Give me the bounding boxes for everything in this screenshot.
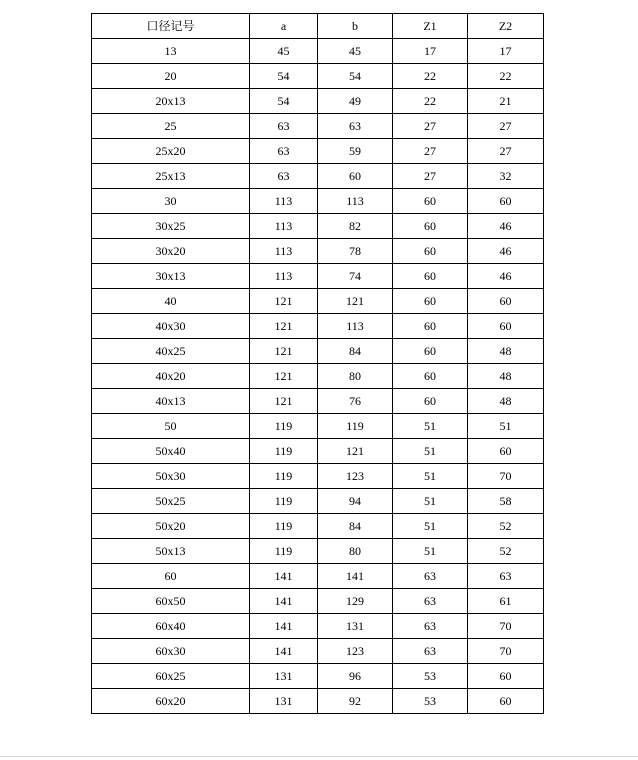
cell-z2: 46 — [468, 239, 544, 264]
cell-caliber-code: 50 — [92, 414, 250, 439]
cell-b: 131 — [318, 614, 393, 639]
cell-a: 121 — [250, 364, 318, 389]
cell-caliber-code: 40x25 — [92, 339, 250, 364]
cell-a: 141 — [250, 564, 318, 589]
cell-z1: 60 — [393, 364, 468, 389]
table-row — [92, 464, 544, 489]
cell-b: 84 — [318, 514, 393, 539]
cell-caliber-code: 60x25 — [92, 664, 250, 689]
cell-b: 94 — [318, 489, 393, 514]
cell-z1: 51 — [393, 539, 468, 564]
table-row — [92, 639, 544, 664]
cell-caliber-code: 60 — [92, 564, 250, 589]
cell-a: 113 — [250, 214, 318, 239]
table-row — [92, 489, 544, 514]
cell-z1: 51 — [393, 514, 468, 539]
cell-z2: 46 — [468, 264, 544, 289]
table-row — [92, 189, 544, 214]
cell-a: 119 — [250, 464, 318, 489]
cell-z2: 17 — [468, 39, 544, 64]
cell-a: 113 — [250, 264, 318, 289]
table-row — [92, 564, 544, 589]
table-row — [92, 339, 544, 364]
table-row — [92, 439, 544, 464]
cell-a: 63 — [250, 114, 318, 139]
cell-z2: 46 — [468, 214, 544, 239]
bottom-divider — [0, 756, 638, 757]
cell-z2: 32 — [468, 164, 544, 189]
table-row — [92, 614, 544, 639]
cell-z2: 60 — [468, 289, 544, 314]
cell-z1: 60 — [393, 239, 468, 264]
cell-b: 96 — [318, 664, 393, 689]
cell-z2: 70 — [468, 464, 544, 489]
cell-a: 141 — [250, 589, 318, 614]
cell-z2: 22 — [468, 64, 544, 89]
table-row — [92, 39, 544, 64]
cell-a: 121 — [250, 339, 318, 364]
cell-a: 131 — [250, 664, 318, 689]
cell-caliber-code: 30 — [92, 189, 250, 214]
cell-z1: 60 — [393, 389, 468, 414]
cell-b: 82 — [318, 214, 393, 239]
cell-z2: 60 — [468, 664, 544, 689]
cell-b: 80 — [318, 364, 393, 389]
header-caliber-code: 口径记号 — [92, 14, 250, 39]
cell-a: 141 — [250, 614, 318, 639]
cell-caliber-code: 50x20 — [92, 514, 250, 539]
cell-z1: 60 — [393, 264, 468, 289]
cell-a: 121 — [250, 389, 318, 414]
table-row — [92, 664, 544, 689]
cell-z1: 63 — [393, 564, 468, 589]
cell-a: 119 — [250, 414, 318, 439]
cell-caliber-code: 50x40 — [92, 439, 250, 464]
table-row — [92, 114, 544, 139]
cell-caliber-code: 60x40 — [92, 614, 250, 639]
table-row — [92, 514, 544, 539]
cell-z2: 51 — [468, 414, 544, 439]
cell-b: 121 — [318, 439, 393, 464]
table-row — [92, 64, 544, 89]
table-row — [92, 539, 544, 564]
table-row — [92, 389, 544, 414]
cell-z1: 27 — [393, 139, 468, 164]
cell-z1: 22 — [393, 89, 468, 114]
cell-caliber-code: 60x50 — [92, 589, 250, 614]
header-z2: Z2 — [468, 14, 544, 39]
cell-a: 119 — [250, 514, 318, 539]
cell-z2: 60 — [468, 689, 544, 714]
table-row — [92, 689, 544, 714]
cell-z2: 58 — [468, 489, 544, 514]
cell-a: 113 — [250, 239, 318, 264]
table-row — [92, 264, 544, 289]
cell-z2: 60 — [468, 439, 544, 464]
cell-caliber-code: 40x13 — [92, 389, 250, 414]
table-row — [92, 139, 544, 164]
cell-z1: 53 — [393, 664, 468, 689]
table-row — [92, 89, 544, 114]
header-a: a — [250, 14, 318, 39]
cell-b: 80 — [318, 539, 393, 564]
cell-z2: 52 — [468, 514, 544, 539]
cell-z1: 63 — [393, 639, 468, 664]
cell-b: 54 — [318, 64, 393, 89]
cell-z2: 48 — [468, 389, 544, 414]
cell-caliber-code: 40 — [92, 289, 250, 314]
cell-z1: 60 — [393, 314, 468, 339]
table-row — [92, 289, 544, 314]
cell-z1: 51 — [393, 414, 468, 439]
cell-caliber-code: 30x25 — [92, 214, 250, 239]
cell-caliber-code: 25x13 — [92, 164, 250, 189]
cell-z2: 48 — [468, 364, 544, 389]
cell-b: 78 — [318, 239, 393, 264]
cell-z2: 52 — [468, 539, 544, 564]
cell-b: 84 — [318, 339, 393, 364]
cell-z1: 51 — [393, 489, 468, 514]
cell-z1: 60 — [393, 339, 468, 364]
cell-caliber-code: 13 — [92, 39, 250, 64]
cell-b: 63 — [318, 114, 393, 139]
cell-caliber-code: 20x13 — [92, 89, 250, 114]
cell-a: 54 — [250, 64, 318, 89]
cell-b: 119 — [318, 414, 393, 439]
table-body — [92, 39, 544, 714]
cell-caliber-code: 25 — [92, 114, 250, 139]
cell-a: 113 — [250, 189, 318, 214]
cell-caliber-code: 60x30 — [92, 639, 250, 664]
cell-a: 121 — [250, 314, 318, 339]
cell-z1: 17 — [393, 39, 468, 64]
table-row — [92, 239, 544, 264]
cell-b: 45 — [318, 39, 393, 64]
header-b: b — [318, 14, 393, 39]
cell-caliber-code: 40x20 — [92, 364, 250, 389]
table-row — [92, 214, 544, 239]
table-row — [92, 164, 544, 189]
header-z1: Z1 — [393, 14, 468, 39]
cell-caliber-code: 30x20 — [92, 239, 250, 264]
cell-z1: 51 — [393, 439, 468, 464]
cell-a: 63 — [250, 164, 318, 189]
cell-a: 54 — [250, 89, 318, 114]
cell-z1: 51 — [393, 464, 468, 489]
cell-a: 141 — [250, 639, 318, 664]
cell-z1: 60 — [393, 214, 468, 239]
cell-b: 74 — [318, 264, 393, 289]
cell-z2: 61 — [468, 589, 544, 614]
cell-a: 119 — [250, 539, 318, 564]
cell-z2: 60 — [468, 314, 544, 339]
cell-caliber-code: 50x13 — [92, 539, 250, 564]
cell-z1: 60 — [393, 289, 468, 314]
cell-caliber-code: 50x25 — [92, 489, 250, 514]
cell-caliber-code: 50x30 — [92, 464, 250, 489]
dimension-table — [91, 13, 544, 714]
cell-z1: 27 — [393, 114, 468, 139]
cell-a: 121 — [250, 289, 318, 314]
cell-z2: 70 — [468, 639, 544, 664]
cell-z1: 53 — [393, 689, 468, 714]
cell-b: 76 — [318, 389, 393, 414]
cell-z2: 70 — [468, 614, 544, 639]
cell-z2: 48 — [468, 339, 544, 364]
cell-a: 63 — [250, 139, 318, 164]
cell-z2: 63 — [468, 564, 544, 589]
cell-z1: 63 — [393, 614, 468, 639]
cell-caliber-code: 60x20 — [92, 689, 250, 714]
cell-b: 123 — [318, 464, 393, 489]
cell-caliber-code: 20 — [92, 64, 250, 89]
cell-z1: 27 — [393, 164, 468, 189]
cell-caliber-code: 25x20 — [92, 139, 250, 164]
cell-b: 123 — [318, 639, 393, 664]
cell-a: 119 — [250, 489, 318, 514]
cell-caliber-code: 30x13 — [92, 264, 250, 289]
cell-b: 49 — [318, 89, 393, 114]
cell-z1: 63 — [393, 589, 468, 614]
cell-a: 119 — [250, 439, 318, 464]
cell-z2: 21 — [468, 89, 544, 114]
cell-b: 60 — [318, 164, 393, 189]
cell-b: 59 — [318, 139, 393, 164]
cell-z2: 27 — [468, 114, 544, 139]
cell-b: 113 — [318, 189, 393, 214]
table-row — [92, 314, 544, 339]
table-row — [92, 364, 544, 389]
cell-b: 92 — [318, 689, 393, 714]
cell-b: 129 — [318, 589, 393, 614]
table-row — [92, 414, 544, 439]
cell-b: 121 — [318, 289, 393, 314]
cell-b: 141 — [318, 564, 393, 589]
cell-z2: 27 — [468, 139, 544, 164]
cell-z2: 60 — [468, 189, 544, 214]
cell-b: 113 — [318, 314, 393, 339]
cell-z1: 22 — [393, 64, 468, 89]
table-row — [92, 589, 544, 614]
table-header-row — [92, 14, 544, 39]
cell-z1: 60 — [393, 189, 468, 214]
cell-a: 45 — [250, 39, 318, 64]
cell-a: 131 — [250, 689, 318, 714]
cell-caliber-code: 40x30 — [92, 314, 250, 339]
